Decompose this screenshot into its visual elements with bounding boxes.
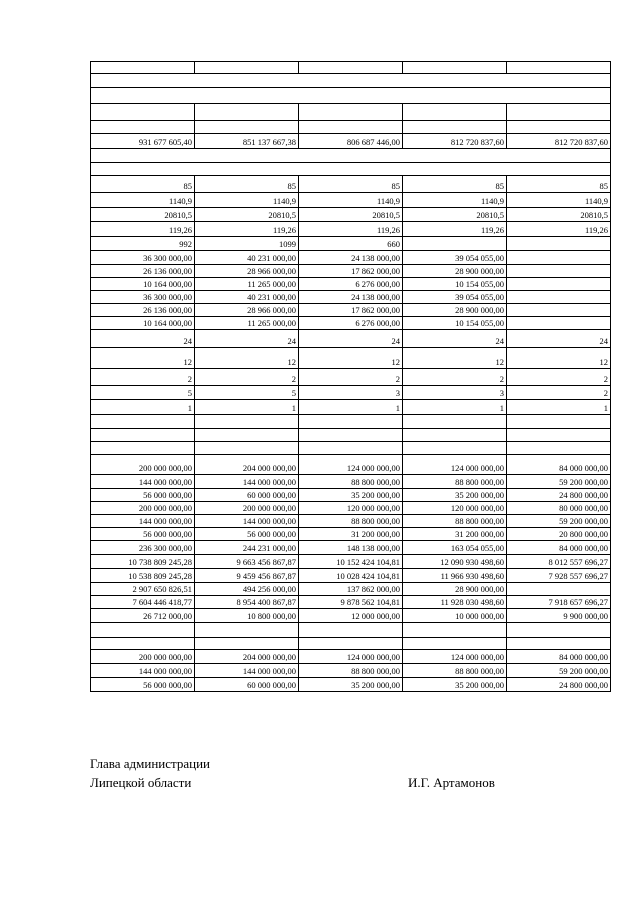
table-cell: 20810,5 — [195, 208, 299, 222]
table-cell — [507, 265, 611, 278]
table-cell — [299, 442, 403, 455]
table-cell: 1140,9 — [299, 193, 403, 208]
table-cell — [507, 237, 611, 251]
table-cell: 20810,5 — [91, 208, 195, 222]
table-cell — [195, 638, 299, 650]
table-cell: 12 000 000,00 — [299, 609, 403, 623]
table-cell: 2 907 650 826,51 — [91, 583, 195, 596]
table-cell: 1140,9 — [195, 193, 299, 208]
table-cell: 1140,9 — [91, 193, 195, 208]
table-cell: 1 — [299, 400, 403, 415]
table-cell: 20 800 000,00 — [507, 528, 611, 541]
table-cell: 20810,5 — [507, 208, 611, 222]
table-cell — [507, 304, 611, 317]
table-cell: 36 300 000,00 — [91, 291, 195, 304]
table-row — [91, 455, 611, 475]
table-cell: 10 028 424 104,81 — [299, 569, 403, 583]
table-spanning-cell — [91, 74, 611, 88]
table-cell: 24 — [195, 330, 299, 348]
table-cell — [195, 442, 299, 455]
table-cell: 9 663 456 867,87 — [195, 555, 299, 569]
table-cell: 31 200 000,00 — [299, 528, 403, 541]
table-cell: 11 928 030 498,60 — [403, 596, 507, 609]
table-cell: 7 604 446 418,77 — [91, 596, 195, 609]
table-cell: 12 — [195, 348, 299, 369]
table-cell: 144 000 000,00 — [91, 664, 195, 678]
table-row — [91, 528, 611, 541]
table-row — [91, 609, 611, 623]
table-cell: 200 000 000,00 — [195, 502, 299, 515]
table-cell — [403, 442, 507, 455]
table-cell: 88 800 000,00 — [403, 475, 507, 489]
table-cell: 88 800 000,00 — [403, 664, 507, 678]
table-cell: 120 000 000,00 — [403, 502, 507, 515]
table-row — [91, 278, 611, 291]
table-cell: 88 800 000,00 — [299, 515, 403, 528]
table-cell: 59 200 000,00 — [507, 664, 611, 678]
table-cell: 85 — [91, 176, 195, 193]
table-row — [91, 176, 611, 193]
table-row — [91, 442, 611, 455]
table-cell: 80 000 000,00 — [507, 502, 611, 515]
table-row — [91, 134, 611, 149]
table-cell — [299, 121, 403, 134]
table-cell — [403, 237, 507, 251]
table-row — [91, 304, 611, 317]
table-cell: 12 — [403, 348, 507, 369]
table-cell: 88 800 000,00 — [299, 475, 403, 489]
table-cell: 24 138 000,00 — [299, 291, 403, 304]
table-cell: 10 164 000,00 — [91, 278, 195, 291]
table-cell: 9 900 000,00 — [507, 609, 611, 623]
table-row — [91, 104, 611, 121]
table-row — [91, 429, 611, 442]
table-row — [91, 475, 611, 489]
table-cell — [507, 317, 611, 330]
table-cell — [299, 415, 403, 429]
table-cell: 84 000 000,00 — [507, 650, 611, 664]
table-cell: 10 738 809 245,28 — [91, 555, 195, 569]
signature-title-line2: Липецкой области — [90, 775, 192, 790]
table-cell — [299, 104, 403, 121]
table-cell: 6 276 000,00 — [299, 278, 403, 291]
table-row — [91, 400, 611, 415]
table-cell: 10 152 424 104,81 — [299, 555, 403, 569]
table-cell: 26 136 000,00 — [91, 304, 195, 317]
table-cell: 60 000 000,00 — [195, 489, 299, 502]
table-cell: 2 — [507, 386, 611, 400]
table-cell: 8 012 557 696,27 — [507, 555, 611, 569]
table-cell: 12 090 930 498,60 — [403, 555, 507, 569]
table-cell: 144 000 000,00 — [195, 475, 299, 489]
table-row — [91, 74, 611, 88]
table-cell: 144 000 000,00 — [91, 475, 195, 489]
table-cell: 84 000 000,00 — [507, 541, 611, 555]
table-cell — [507, 251, 611, 265]
table-cell — [507, 62, 611, 74]
table-cell: 124 000 000,00 — [403, 650, 507, 664]
table-cell: 40 231 000,00 — [195, 251, 299, 265]
table-cell: 244 231 000,00 — [195, 541, 299, 555]
table-cell: 1140,9 — [403, 193, 507, 208]
table-cell: 59 200 000,00 — [507, 475, 611, 489]
table-cell — [195, 623, 299, 638]
table-cell — [91, 429, 195, 442]
table-row — [91, 583, 611, 596]
table-cell: 200 000 000,00 — [91, 650, 195, 664]
table-row — [91, 330, 611, 348]
table-cell: 17 862 000,00 — [299, 304, 403, 317]
table-cell: 35 200 000,00 — [299, 489, 403, 502]
table-cell — [195, 429, 299, 442]
table-cell: 204 000 000,00 — [195, 455, 299, 475]
table-cell: 9 459 456 867,87 — [195, 569, 299, 583]
table-cell: 1 — [403, 400, 507, 415]
table-cell: 28 966 000,00 — [195, 265, 299, 278]
table-cell: 2 — [403, 369, 507, 386]
table-row — [91, 317, 611, 330]
table-row — [91, 502, 611, 515]
table-cell: 28 900 000,00 — [403, 583, 507, 596]
table-cell: 2 — [507, 369, 611, 386]
table-cell: 24 — [299, 330, 403, 348]
table-cell: 1 — [507, 400, 611, 415]
table-cell: 56 000 000,00 — [91, 678, 195, 692]
table-cell — [195, 62, 299, 74]
table-cell — [195, 104, 299, 121]
table-cell: 812 720 837,60 — [403, 134, 507, 149]
table-row — [91, 664, 611, 678]
table-cell: 8 954 400 867,87 — [195, 596, 299, 609]
table-cell — [403, 121, 507, 134]
table-cell — [91, 62, 195, 74]
table-row — [91, 638, 611, 650]
table-cell — [299, 638, 403, 650]
table-cell: 148 138 000,00 — [299, 541, 403, 555]
table-cell: 56 000 000,00 — [91, 489, 195, 502]
table-cell — [91, 638, 195, 650]
table-row — [91, 208, 611, 222]
table-row — [91, 237, 611, 251]
table-cell: 39 054 055,00 — [403, 251, 507, 265]
table-cell: 26 136 000,00 — [91, 265, 195, 278]
table-cell: 5 — [91, 386, 195, 400]
table-cell: 12 — [507, 348, 611, 369]
table-cell — [507, 278, 611, 291]
table-cell: 35 200 000,00 — [403, 678, 507, 692]
table-cell — [91, 442, 195, 455]
table-cell: 26 712 000,00 — [91, 609, 195, 623]
table-cell: 24 — [403, 330, 507, 348]
table-cell: 5 — [195, 386, 299, 400]
table-cell: 2 — [299, 369, 403, 386]
table-cell: 24 800 000,00 — [507, 489, 611, 502]
table-cell: 144 000 000,00 — [195, 515, 299, 528]
table-cell: 10 154 055,00 — [403, 317, 507, 330]
table-cell: 119,26 — [91, 222, 195, 237]
table-cell: 124 000 000,00 — [299, 455, 403, 475]
table-cell: 10 164 000,00 — [91, 317, 195, 330]
table-row — [91, 650, 611, 664]
table-cell: 163 054 055,00 — [403, 541, 507, 555]
table-cell: 39 054 055,00 — [403, 291, 507, 304]
table-cell: 851 137 667,38 — [195, 134, 299, 149]
table-cell: 20810,5 — [299, 208, 403, 222]
table-cell: 992 — [91, 237, 195, 251]
table-cell: 85 — [507, 176, 611, 193]
table-cell — [195, 121, 299, 134]
table-row — [91, 348, 611, 369]
table-cell: 12 — [91, 348, 195, 369]
table-row — [91, 88, 611, 104]
table-cell: 88 800 000,00 — [403, 515, 507, 528]
table-row — [91, 149, 611, 163]
table-cell: 28 900 000,00 — [403, 265, 507, 278]
table-cell — [507, 623, 611, 638]
table-cell: 144 000 000,00 — [195, 664, 299, 678]
table-cell — [91, 104, 195, 121]
table-cell: 812 720 837,60 — [507, 134, 611, 149]
table-cell: 9 878 562 104,81 — [299, 596, 403, 609]
table-row — [91, 386, 611, 400]
table-cell — [299, 623, 403, 638]
table-cell: 204 000 000,00 — [195, 650, 299, 664]
table-cell: 11 265 000,00 — [195, 317, 299, 330]
table-cell: 7 928 557 696,27 — [507, 569, 611, 583]
table-cell — [195, 415, 299, 429]
table-cell: 10 800 000,00 — [195, 609, 299, 623]
table-row — [91, 596, 611, 609]
table-cell: 119,26 — [403, 222, 507, 237]
table-cell: 2 — [195, 369, 299, 386]
table-cell — [403, 104, 507, 121]
table-row — [91, 265, 611, 278]
table-cell: 3 — [403, 386, 507, 400]
table-cell: 11 966 930 498,60 — [403, 569, 507, 583]
table-cell — [91, 415, 195, 429]
table-cell — [403, 638, 507, 650]
table-cell: 20810,5 — [403, 208, 507, 222]
table-row — [91, 291, 611, 304]
table-row — [91, 489, 611, 502]
table-cell — [403, 415, 507, 429]
table-cell: 12 — [299, 348, 403, 369]
table-cell — [507, 104, 611, 121]
signature-name: И.Г. Артамонов — [408, 775, 495, 790]
table-cell — [299, 62, 403, 74]
table-cell: 24 800 000,00 — [507, 678, 611, 692]
table-cell: 85 — [403, 176, 507, 193]
table-row — [91, 193, 611, 208]
table-cell: 6 276 000,00 — [299, 317, 403, 330]
table-cell: 10 000 000,00 — [403, 609, 507, 623]
table-cell — [403, 429, 507, 442]
table-cell: 24 — [507, 330, 611, 348]
table-cell: 806 687 446,00 — [299, 134, 403, 149]
table-cell — [91, 121, 195, 134]
table-cell: 144 000 000,00 — [91, 515, 195, 528]
table-cell: 35 200 000,00 — [299, 678, 403, 692]
table-cell: 1 — [195, 400, 299, 415]
table-cell: 56 000 000,00 — [91, 528, 195, 541]
table-spanning-cell — [91, 149, 611, 163]
table-cell: 10 538 809 245,28 — [91, 569, 195, 583]
table-cell — [507, 442, 611, 455]
table-row — [91, 121, 611, 134]
table-row — [91, 623, 611, 638]
table-cell: 28 966 000,00 — [195, 304, 299, 317]
table-row — [91, 251, 611, 265]
table-cell: 137 862 000,00 — [299, 583, 403, 596]
table-cell: 40 231 000,00 — [195, 291, 299, 304]
table-cell: 1099 — [195, 237, 299, 251]
table-cell: 3 — [299, 386, 403, 400]
table-row — [91, 222, 611, 237]
table-cell: 7 918 657 696,27 — [507, 596, 611, 609]
table-cell: 119,26 — [299, 222, 403, 237]
table-body — [91, 62, 611, 692]
table-row — [91, 369, 611, 386]
table-cell: 11 265 000,00 — [195, 278, 299, 291]
table-cell: 1140,9 — [507, 193, 611, 208]
table-cell: 85 — [195, 176, 299, 193]
table-cell: 494 256 000,00 — [195, 583, 299, 596]
table-cell: 2 — [91, 369, 195, 386]
table-cell: 119,26 — [507, 222, 611, 237]
table-cell: 119,26 — [195, 222, 299, 237]
table-spanning-cell — [91, 163, 611, 176]
data-table — [90, 61, 611, 692]
table-cell — [507, 415, 611, 429]
table-cell: 17 862 000,00 — [299, 265, 403, 278]
table-cell: 24 — [91, 330, 195, 348]
table-cell: 120 000 000,00 — [299, 502, 403, 515]
table-cell: 85 — [299, 176, 403, 193]
table-cell: 660 — [299, 237, 403, 251]
table-cell — [403, 62, 507, 74]
table-cell: 124 000 000,00 — [403, 455, 507, 475]
table-cell: 88 800 000,00 — [299, 664, 403, 678]
table-cell: 35 200 000,00 — [403, 489, 507, 502]
table-cell: 1 — [91, 400, 195, 415]
table-cell — [299, 429, 403, 442]
table-cell: 60 000 000,00 — [195, 678, 299, 692]
table-row — [91, 541, 611, 555]
table-cell: 59 200 000,00 — [507, 515, 611, 528]
table-cell: 36 300 000,00 — [91, 251, 195, 265]
table-row — [91, 515, 611, 528]
table-cell — [507, 583, 611, 596]
table-cell: 236 300 000,00 — [91, 541, 195, 555]
table-cell — [403, 623, 507, 638]
table-cell: 84 000 000,00 — [507, 455, 611, 475]
table-row — [91, 163, 611, 176]
table-cell — [507, 291, 611, 304]
table-row — [91, 555, 611, 569]
signature-title-line1: Глава администрации — [90, 756, 211, 771]
table-spanning-cell — [91, 88, 611, 104]
table-cell: 28 900 000,00 — [403, 304, 507, 317]
table-cell: 931 677 605,40 — [91, 134, 195, 149]
table-cell: 56 000 000,00 — [195, 528, 299, 541]
table-row — [91, 415, 611, 429]
table-cell: 124 000 000,00 — [299, 650, 403, 664]
table-cell: 31 200 000,00 — [403, 528, 507, 541]
table-cell: 200 000 000,00 — [91, 455, 195, 475]
table-cell — [507, 121, 611, 134]
table-cell — [507, 638, 611, 650]
table-cell: 200 000 000,00 — [91, 502, 195, 515]
table-row — [91, 569, 611, 583]
table-cell: 10 154 055,00 — [403, 278, 507, 291]
table-row — [91, 678, 611, 692]
table-cell — [91, 623, 195, 638]
table-row — [91, 62, 611, 74]
table-cell: 24 138 000,00 — [299, 251, 403, 265]
table-cell — [507, 429, 611, 442]
